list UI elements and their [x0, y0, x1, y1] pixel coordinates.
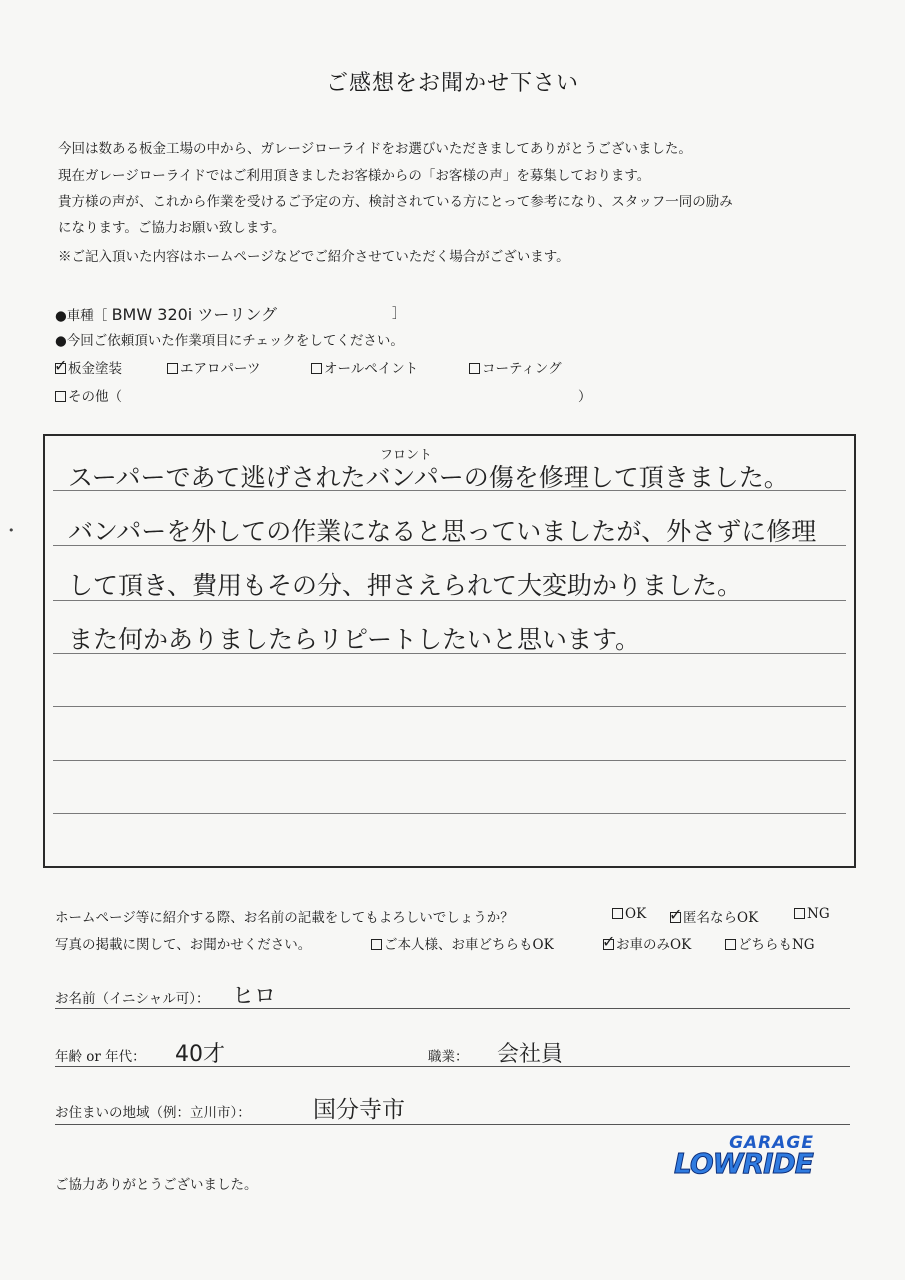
vehicle-label: ●車種［ — [55, 308, 108, 324]
comment-line-4: また何かありましたらリピートしたいと思います。 — [68, 625, 641, 654]
garage-lowride-logo — [674, 1133, 819, 1189]
name-label: お名前（イニシャル可）： — [55, 991, 210, 1007]
age-label: 年齢 or 年代： — [55, 1049, 146, 1065]
photo-opt-car[interactable] — [603, 933, 691, 953]
name-opt-anonymous[interactable] — [670, 906, 758, 926]
work-item-label: エアロパーツ — [180, 361, 261, 377]
checkbox-icon[interactable] — [603, 939, 614, 950]
thanks-text: ご協力ありがとうございました。 — [55, 1177, 258, 1193]
work-item-other[interactable] — [55, 385, 122, 405]
name-opt-ng[interactable] — [794, 906, 830, 922]
job-value[interactable]: 会社員 — [497, 1042, 564, 1067]
work-item-aero[interactable] — [167, 357, 260, 377]
checkbox-icon[interactable] — [371, 939, 382, 950]
name-value[interactable]: ヒロ — [232, 984, 277, 1009]
work-item-bankin[interactable] — [55, 357, 122, 377]
intro-note: ※ご記入頂いた内容はホームページなどでご紹介させていただく場合がございます。 — [58, 249, 570, 265]
name-opt-ok[interactable] — [612, 906, 646, 922]
work-item-allpaint[interactable] — [311, 357, 418, 377]
work-item-label: オールペイント — [324, 361, 419, 377]
comment-rule — [53, 760, 846, 761]
other-label: その他（ — [68, 389, 122, 405]
checkbox-icon[interactable] — [794, 908, 805, 919]
option-label: どちらもNG — [738, 937, 815, 953]
checkbox-icon[interactable] — [670, 912, 681, 923]
vehicle-value[interactable]: BMW 320i ツーリング — [111, 305, 278, 324]
other-close-paren: ） — [578, 389, 592, 405]
photo-opt-ng[interactable] — [725, 933, 815, 953]
comment-rule — [53, 706, 846, 707]
option-label: 匿名ならOK — [683, 910, 759, 926]
comment-line-2: バンパーを外しての作業になると思っていましたが、外さずに修理 — [68, 517, 817, 546]
logo-lowride-text: LOWRIDE — [674, 1147, 813, 1180]
option-label: NG — [807, 906, 830, 922]
checkbox-icon[interactable] — [725, 939, 736, 950]
intro-line-1: 今回は数ある板金工場の中から、ガレージローライドをお選びいただきましてありがとうございました。 — [58, 141, 692, 157]
intro-line-4: になります。ご協力お願い致します。 — [58, 220, 286, 236]
comment-rule — [53, 813, 846, 814]
age-value[interactable]: 40才 — [175, 1042, 225, 1067]
comment-line-1: スーパーであて逃げされたバンパーの傷を修理して頂きました。 — [68, 463, 789, 492]
job-label: 職業： — [428, 1049, 469, 1065]
checkbox-icon[interactable] — [55, 363, 66, 374]
comment-line-3: して頂き、費用もその分、押さえられて大変助かりました。 — [68, 571, 743, 600]
checkbox-icon[interactable] — [55, 391, 66, 402]
vehicle-close-bracket: ］ — [392, 306, 406, 322]
vehicle-row — [55, 302, 277, 325]
option-label: ご本人様、お車どちらもOK — [384, 937, 554, 953]
comment-annotation: フロント — [380, 448, 433, 463]
name-permission-question: ホームページ等に紹介する際、お名前の記載をしてもよろしいでしょうか？ — [55, 910, 514, 926]
checkbox-icon[interactable] — [612, 908, 623, 919]
age-underline — [55, 1066, 850, 1067]
area-underline — [55, 1124, 850, 1125]
option-label: OK — [625, 906, 647, 922]
area-value[interactable]: 国分寺市 — [313, 1097, 405, 1123]
intro-line-2: 現在ガレージローライドではご利用頂きましたお客様からの「お客様の声」を募集しております。 — [58, 168, 651, 184]
work-item-coating[interactable] — [469, 357, 562, 377]
scan-mark: • — [8, 524, 15, 537]
option-label: お車のみOK — [616, 937, 692, 953]
work-prompt: ●今回ご依頼頂いた作業項目にチェックをしてください。 — [55, 333, 404, 349]
intro-line-3: 貴方様の声が、これから作業を受けるご予定の方、検討されている方にとって参考になり、スタッフ一同の励み — [58, 194, 733, 210]
page-title: ご感想をお聞かせ下さい — [325, 71, 579, 96]
photo-opt-both[interactable] — [371, 933, 554, 953]
checkbox-icon[interactable] — [469, 363, 480, 374]
area-label: お住まいの地域（例：立川市）： — [55, 1105, 251, 1121]
logo-garage-text: GARAGE — [729, 1133, 814, 1153]
name-underline — [55, 1008, 850, 1009]
checkbox-icon[interactable] — [167, 363, 178, 374]
work-item-label: コーティング — [482, 361, 562, 377]
photo-permission-question: 写真の掲載に関して、お聞かせください。 — [55, 937, 312, 953]
work-item-label: 板金塗装 — [68, 361, 122, 377]
checkbox-icon[interactable] — [311, 363, 322, 374]
